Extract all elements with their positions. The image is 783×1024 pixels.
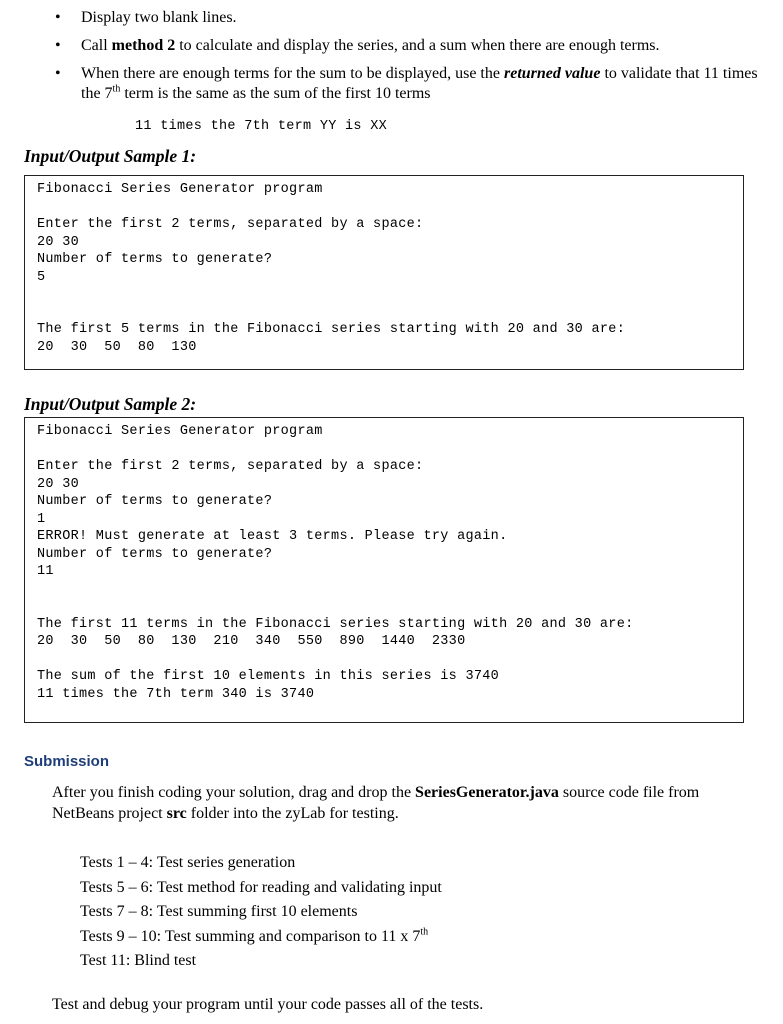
console-line: [37, 651, 731, 669]
console-line: [37, 199, 731, 217]
bullet-emphasis: returned value: [503, 65, 601, 82]
console-line: Number of terms to generate?: [37, 494, 273, 509]
console-line: 20 30 50 80 130 210 340 550 890 1440 2330: [37, 634, 466, 649]
format-code-line: 11 times the 7th term YY is XX: [135, 119, 388, 134]
bullet-text: term is the same as the sum of the first 10 terms: [120, 85, 431, 102]
bullet-text: Display two blank lines.: [81, 9, 237, 26]
sample-1-console: [24, 175, 744, 370]
console-line: [37, 441, 731, 459]
tests-list: [80, 851, 442, 974]
console-line: ERROR! Must generate at least 3 terms. Please try again.: [37, 529, 508, 544]
closing-sentence: Test and debug your program until your code passes all of the tests.: [52, 996, 484, 1013]
bullet-text: Call: [81, 37, 112, 54]
bullet-item: [55, 64, 765, 104]
console-line: The first 11 terms in the Fibonacci series starting with 20 and 30 are:: [37, 616, 634, 632]
test-item: Tests 5 – 6: Test method for reading and validating input: [80, 878, 442, 896]
console-line: Fibonacci Series Generator program: [37, 424, 323, 439]
sample-1-title: Input/Output Sample 1:: [24, 146, 197, 166]
console-line: [37, 581, 731, 599]
sample-2-console: [24, 417, 744, 723]
console-line: 5: [37, 269, 46, 285]
console-line: Enter the first 2 terms, separated by a space:: [37, 217, 424, 232]
sample-2-title: Input/Output Sample 2:: [24, 394, 197, 414]
console-line: Fibonacci Series Generator program: [37, 182, 323, 197]
instruction-bullets: [55, 8, 765, 112]
bullet-text: When there are enough terms for the sum to be displayed, use the: [81, 65, 504, 82]
console-line: 20 30 50 80 130: [37, 339, 197, 355]
console-line: 11: [37, 564, 54, 579]
console-line: [37, 304, 731, 322]
console-line: 20 30: [37, 476, 80, 492]
bullet-item: [55, 8, 765, 28]
console-line: The first 5 terms in the Fibonacci series starting with 20 and 30 are:: [37, 322, 626, 337]
paragraph-text: source code file from NetBeans project: [52, 784, 700, 822]
console-line: 1: [37, 511, 46, 527]
file-name: SeriesGenerator.java: [415, 784, 559, 801]
console-line: [37, 286, 731, 304]
bullet-text: to calculate and display the series, and a sum when there are enough terms.: [175, 37, 660, 54]
console-line: Enter the first 2 terms, separated by a space:: [37, 459, 424, 474]
test-item: Tests 1 – 4: Test series generation: [80, 854, 296, 871]
superscript: th: [112, 83, 121, 95]
console-line: Number of terms to generate?: [37, 252, 273, 267]
test-item: Test 11: Blind test: [80, 952, 197, 969]
submission-heading: Submission: [24, 753, 110, 770]
console-line: 20 30: [37, 234, 80, 250]
bullet-text: to validate that 11 times the 7: [81, 65, 758, 102]
bullet-bold-text: method 2: [111, 37, 176, 54]
test-item: Tests 7 – 8: Test summing first 10 elements: [80, 903, 358, 920]
folder-name: src: [166, 805, 187, 822]
paragraph-text: After you finish coding your solution, drag and drop the: [52, 784, 416, 801]
test-item-text: Tests 9 – 10: Test summing and comparison to 11 x 7: [80, 927, 421, 945]
console-line: Number of terms to generate?: [37, 546, 273, 562]
console-line: The sum of the first 10 elements in this series is 3740: [37, 669, 500, 684]
test-item: [80, 925, 442, 950]
bullet-item: [55, 36, 765, 56]
console-line: [37, 598, 731, 616]
paragraph-text: folder into the zyLab for testing.: [186, 805, 399, 822]
console-line: 11 times the 7th term 340 is 3740: [37, 686, 315, 702]
submission-paragraph: [52, 782, 762, 824]
superscript: th: [420, 926, 429, 938]
